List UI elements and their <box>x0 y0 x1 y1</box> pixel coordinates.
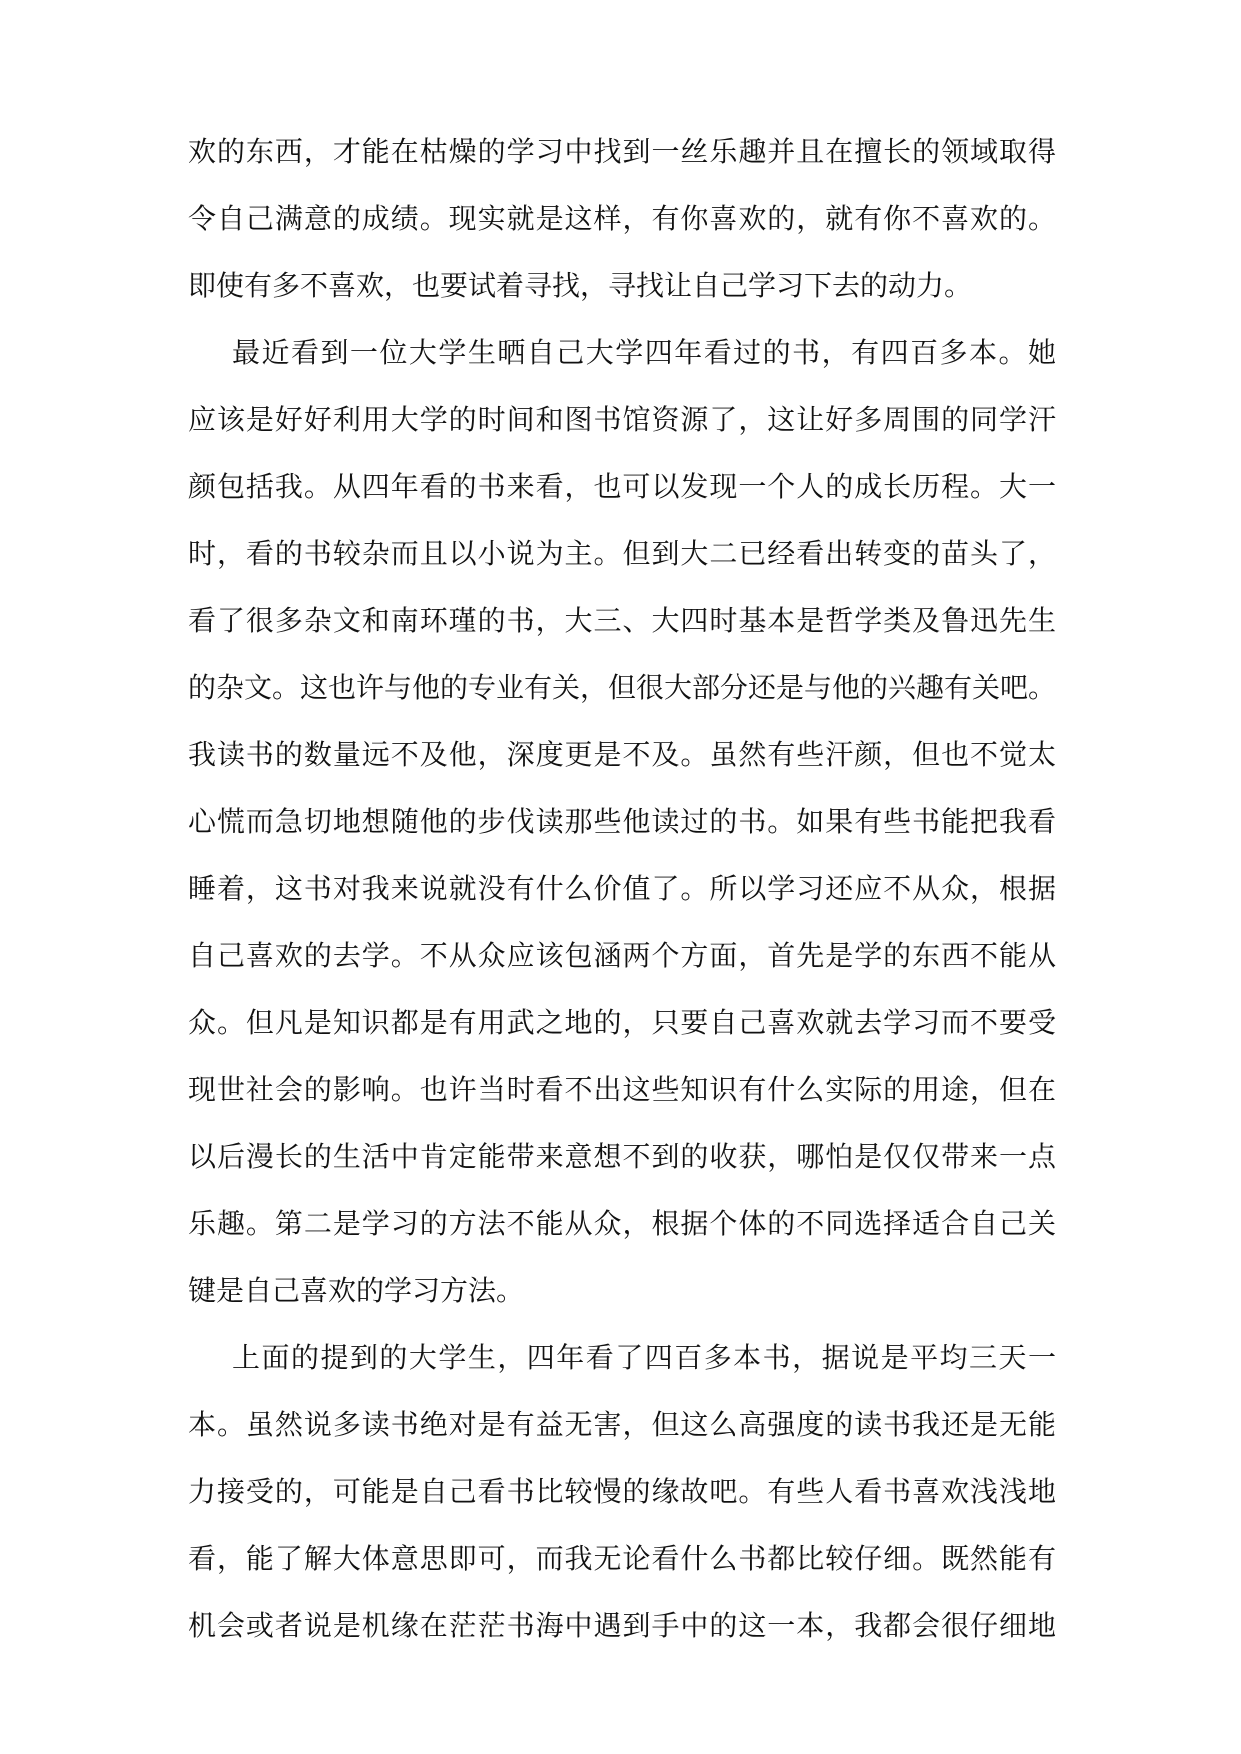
text-line: 以后漫长的生活中肯定能带来意想不到的收获，哪怕是仅仅带来一点 <box>188 1140 1056 1173</box>
text-line: 欢的东西，才能在枯燥的学习中找到一丝乐趣并且在擅长的领域取得 <box>188 135 1056 168</box>
text-line: 我读书的数量远不及他，深度更是不及。虽然有些汗颜，但也不觉太 <box>188 738 1056 771</box>
text-line: 颜包括我。从四年看的书来看，也可以发现一个人的成长历程。大一 <box>188 470 1056 503</box>
text-line: 睡着，这书对我来说就没有什么价值了。所以学习还应不从众，根据 <box>188 872 1056 905</box>
text-line: 时，看的书较杂而且以小说为主。但到大二已经看出转变的苗头了， <box>188 537 1056 570</box>
text-line: 应该是好好利用大学的时间和图书馆资源了，这让好多周围的同学汗 <box>188 403 1056 436</box>
text-line: 看了很多杂文和南环瑾的书，大三、大四时基本是哲学类及鲁迅先生 <box>188 604 1056 637</box>
text-line: 令自己满意的成绩。现实就是这样，有你喜欢的，就有你不喜欢的。 <box>188 202 1056 235</box>
text-line: 的杂文。这也许与他的专业有关，但很大部分还是与他的兴趣有关吧。 <box>188 671 1056 704</box>
text-line: 看，能了解大体意思即可，而我无论看什么书都比较仔细。既然能有 <box>188 1542 1056 1575</box>
text-line: 众。但凡是知识都是有用武之地的，只要自己喜欢就去学习而不要受 <box>188 1006 1056 1039</box>
text-line: 即使有多不喜欢，也要试着寻找，寻找让自己学习下去的动力。 <box>188 269 973 302</box>
text-line: 机会或者说是机缘在茫茫书海中遇到手中的这一本，我都会很仔细地 <box>188 1609 1056 1642</box>
text-line: 最近看到一位大学生晒自己大学四年看过的书，有四百多本。她 <box>232 336 1056 369</box>
text-line: 乐趣。第二是学习的方法不能从众，根据个体的不同选择适合自己关 <box>188 1207 1056 1240</box>
text-line: 自己喜欢的去学。不从众应该包涵两个方面，首先是学的东西不能从 <box>188 939 1056 972</box>
text-line: 现世社会的影响。也许当时看不出这些知识有什么实际的用途，但在 <box>188 1073 1056 1106</box>
text-line: 力接受的，可能是自己看书比较慢的缘故吧。有些人看书喜欢浅浅地 <box>188 1475 1056 1508</box>
body-text <box>188 118 1056 1659</box>
text-line: 本。虽然说多读书绝对是有益无害，但这么高强度的读书我还是无能 <box>188 1408 1056 1441</box>
text-line: 心慌而急切地想随他的步伐读那些他读过的书。如果有些书能把我看 <box>188 805 1056 838</box>
text-line: 上面的提到的大学生，四年看了四百多本书，据说是平均三天一 <box>232 1341 1056 1374</box>
text-line: 键是自己喜欢的学习方法。 <box>188 1274 525 1307</box>
